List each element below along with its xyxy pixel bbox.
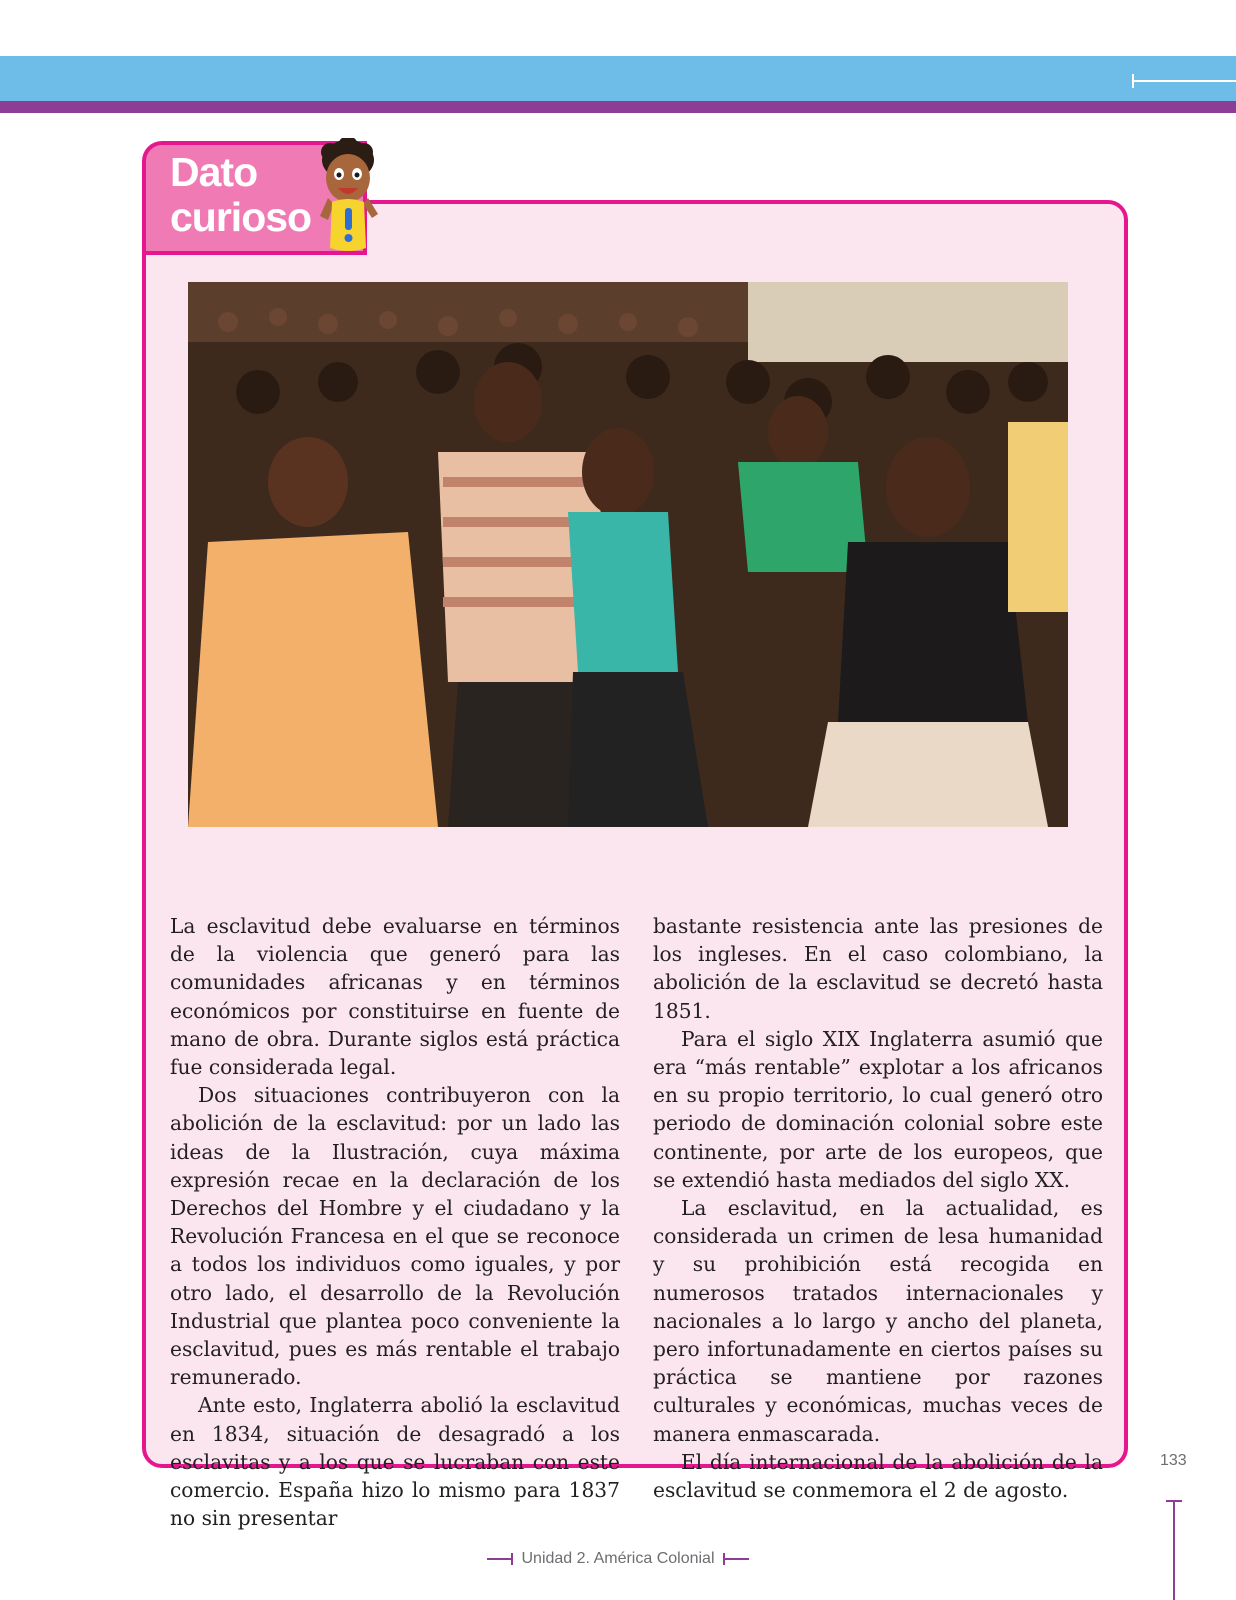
page-margin-rule-cap [1166, 1500, 1182, 1502]
header-rule [1132, 80, 1236, 82]
fact-box-title-line-1: Dato [170, 149, 258, 195]
paragraph: Dos situaciones contribuyeron con la abolición de la esclavitud: por un lado las ideas de la Ilustración, cuya máxima expresión recae en la declaración de los Derechos del Hombre y el ciudadano y la Revolución Francesa en el que se reconoce a todos los individuos como iguales, y por otro lado, el desarrollo de la Revolución Industrial que plantea poco conveniente la esclavitud, pues es más rentable el trabajo remunerado. [170, 1083, 620, 1390]
footer-rule-left [487, 1558, 513, 1560]
header-rule-cap [1132, 74, 1134, 88]
footer-unit: Unidad 2. [521, 1550, 590, 1567]
crowd-photo [188, 282, 1068, 827]
fact-box-title-line-2: curioso [170, 194, 312, 240]
mascot-icon [308, 138, 386, 256]
paragraph: Ante esto, Inglaterra abolió la esclavitud en 1834, situación de desagradó a los esclavitas y a los que se lucraban con este comercio. España hizo lo mismo para 1837 no sin presentar [170, 1393, 620, 1531]
footer-rule-right [723, 1558, 749, 1560]
page-number: 133 [1160, 1452, 1187, 1469]
article-column-right [653, 912, 1103, 1504]
header-band [0, 56, 1236, 101]
footer-title: América Colonial [593, 1550, 715, 1567]
paragraph: El día internacional de la abolición de la esclavitud se conmemora el 2 de agosto. [653, 1449, 1103, 1503]
paragraph: La esclavitud, en la actualidad, es considerada un crimen de lesa humanidad y su prohibición está recogida en numerosos tratados internacionales y nacionales a lo largo y ancho del planeta, pero infortunadamente en ciertos países su práctica se mantiene por razones culturales y económicas, muchas veces de manera enmascarada. [653, 1196, 1103, 1446]
article-column-left [170, 912, 620, 1532]
paragraph: bastante resistencia ante las presiones de los ingleses. En el caso colombiano, la abolición de la esclavitud se decretó hasta 1851. [653, 914, 1103, 1023]
footer [0, 1550, 1236, 1568]
header-stripe [0, 101, 1236, 113]
fact-box-title [170, 150, 330, 240]
paragraph: La esclavitud debe evaluarse en términos de la violencia que generó para las comunidades africanas y en términos económicos por constituirse en fuente de mano de obra. Durante siglos está práctica fue considerada legal. [170, 914, 620, 1080]
paragraph: Para el siglo XIX Inglaterra asumió que era “más rentable” explotar a los africanos en su propio territorio, lo cual generó otro periodo de dominación colonial sobre este continente, por arte de los europeos, que se extendió hasta mediados del siglo XX. [653, 1026, 1103, 1192]
